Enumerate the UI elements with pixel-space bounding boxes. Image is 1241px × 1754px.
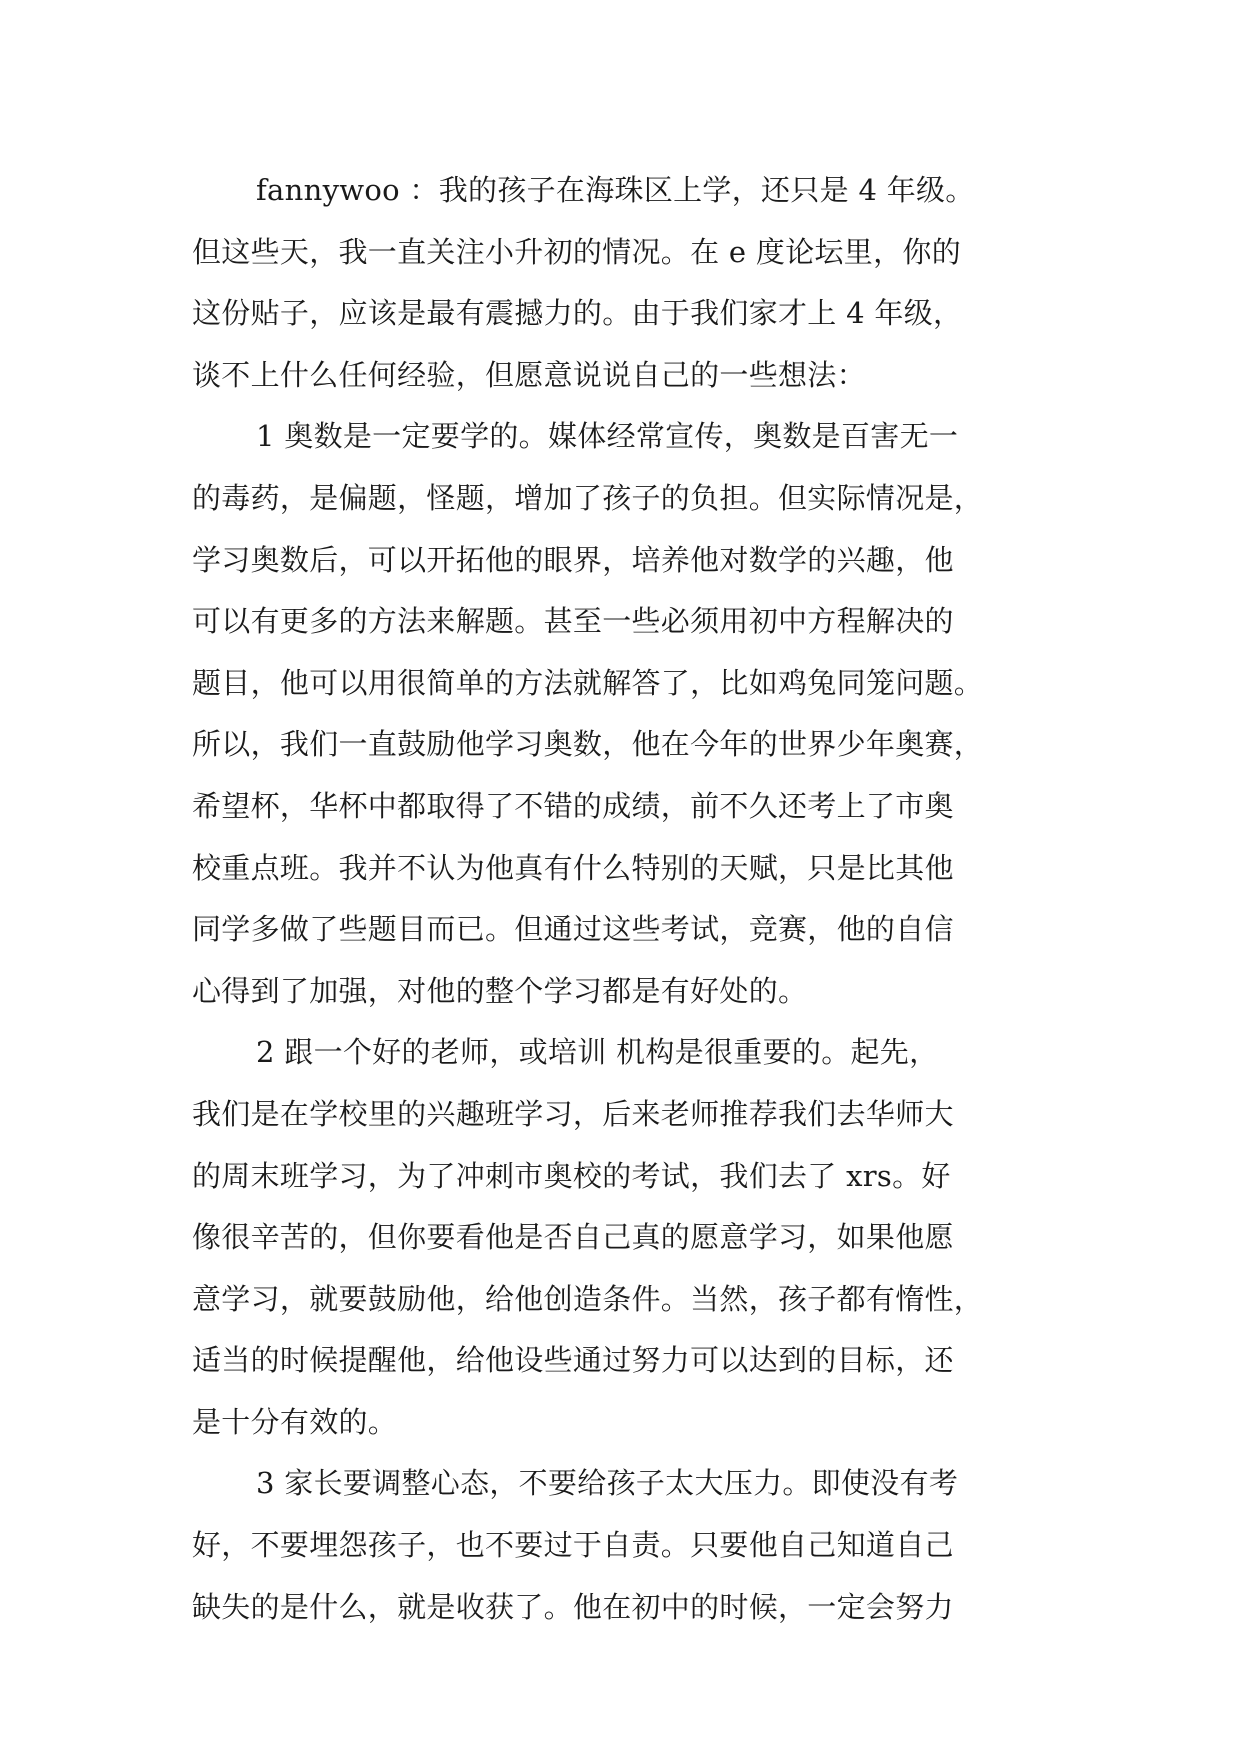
paragraph-line: 的周末班学习，为了冲刺市奥校的考试，我们去了 xrs。好 bbox=[192, 1158, 951, 1193]
paragraph-line: 好，不要埋怨孩子，也不要过于自责。只要他自己知道自己 bbox=[192, 1528, 954, 1563]
paragraph-line: 所以，我们一直鼓励他学习奥数，他在今年的世界少年奥赛， bbox=[192, 727, 984, 762]
paragraph-line: 希望杯，华杯中都取得了不错的成绩，前不久还考上了市奥 bbox=[192, 788, 954, 823]
paragraph-line: 我们是在学校里的兴趣班学习，后来老师推荐我们去华师大 bbox=[192, 1096, 954, 1131]
paragraph-line: 是十分有效的。 bbox=[192, 1404, 398, 1439]
paragraph-line: 心得到了加强，对他的整个学习都是有好处的。 bbox=[192, 973, 808, 1008]
paragraph-line: 但这些天，我一直关注小升初的情况。在 e 度论坛里，你的 bbox=[192, 234, 961, 269]
paragraph-line: 可以有更多的方法来解题。甚至一些必须用初中方程解决的 bbox=[192, 604, 954, 639]
paragraph-line: 同学多做了些题目而已。但通过这些考试，竞赛，他的自信 bbox=[192, 912, 954, 947]
paragraph-line: 1 奥数是一定要学的。媒体经常宣传，奥数是百害无一 bbox=[256, 419, 959, 454]
paragraph-line: 的毒药，是偏题，怪题，增加了孩子的负担。但实际情况是， bbox=[192, 480, 984, 515]
paragraph-line: 3 家长要调整心态，不要给孩子太大压力。即使没有考 bbox=[256, 1466, 959, 1501]
paragraph-line: 学习奥数后，可以开拓他的眼界，培养他对数学的兴趣，他 bbox=[192, 542, 954, 577]
paragraph-line: 适当的时候提醒他，给他设些通过努力可以达到的目标，还 bbox=[192, 1343, 954, 1378]
paragraph-line: 校重点班。我并不认为他真有什么特别的天赋，只是比其他 bbox=[192, 850, 954, 885]
paragraph-line: 题目，他可以用很简单的方法就解答了，比如鸡兔同笼问题。 bbox=[192, 665, 984, 700]
paragraph-line: 意学习，就要鼓励他，给他创造条件。当然，孩子都有惰性， bbox=[192, 1281, 984, 1316]
paragraph-line: fannywoo ：我的孩子在海珠区上学，还只是 4 年级。 bbox=[256, 173, 975, 207]
paragraph-line: 像很辛苦的，但你要看他是否自己真的愿意学习，如果他愿 bbox=[192, 1220, 954, 1255]
paragraph-line: 缺失的是什么，就是收获了。他在初中的时候，一定会努力 bbox=[192, 1589, 954, 1624]
paragraph-line: 2 跟一个好的老师，或培训 机构是很重要的。起先， bbox=[256, 1035, 939, 1070]
paragraph-line: 这份贴子，应该是最有震撼力的。由于我们家才上 4 年级， bbox=[192, 296, 963, 331]
document-body bbox=[192, 160, 1052, 1638]
paragraph-line: 谈不上什么任何经验，但愿意说说自己的一些想法： bbox=[192, 357, 866, 392]
